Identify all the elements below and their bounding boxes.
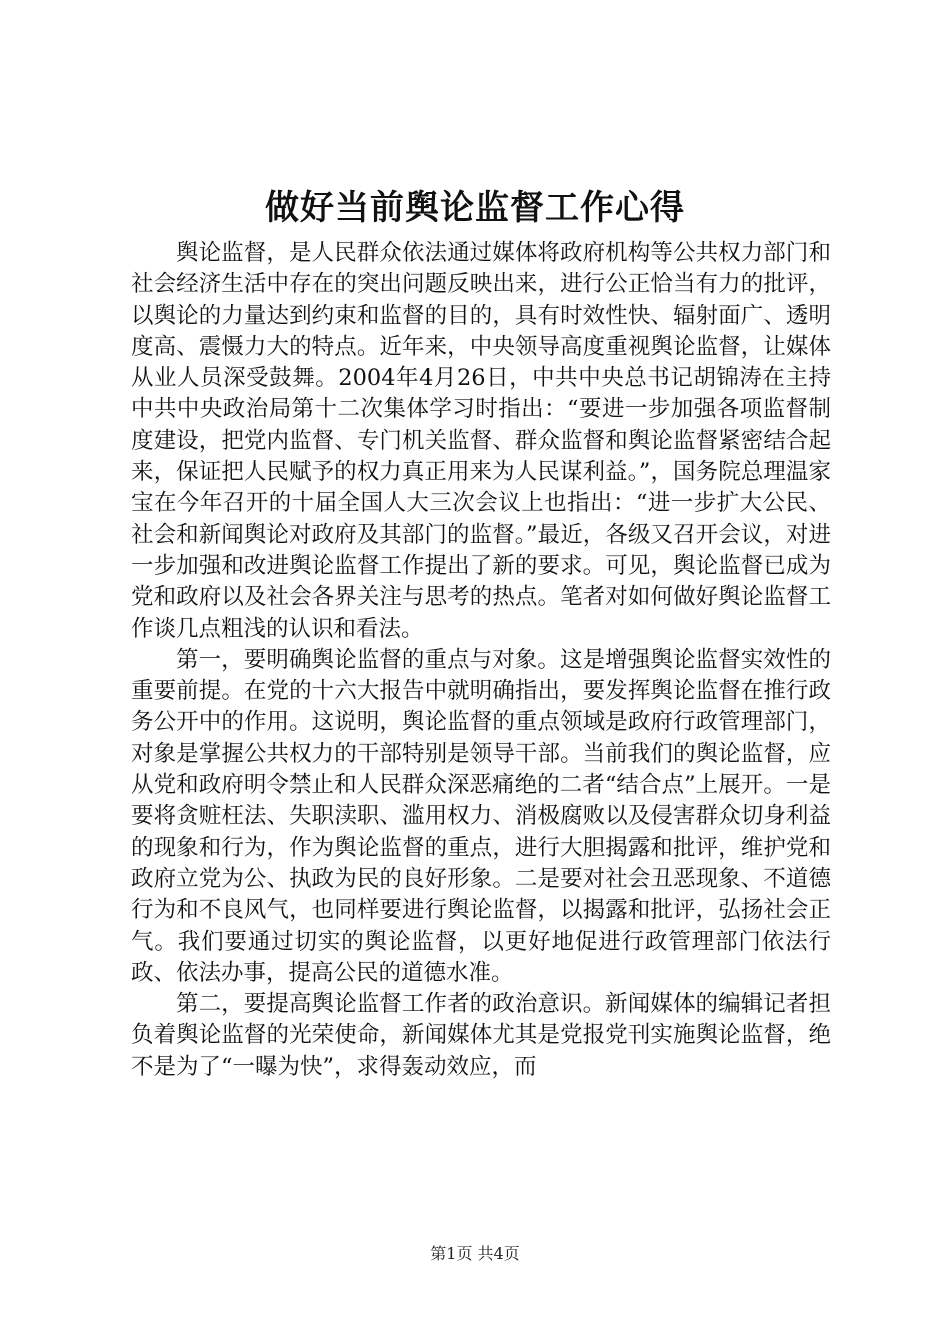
- document-title: 做好当前舆论监督工作心得: [265, 188, 685, 228]
- paragraph-point-one: 第一，要明确舆论监督的重点与对象。这是增强舆论监督实效性的重要前提。在党的十六大报告中就明确指出，要发挥舆论监督在推行政务公开中的作用。这说明，舆论监督的重点领域是政府行政管理部门，对象是掌握公共权力的干部特别是领导干部。当前我们的舆论监督，应从党和政府明令禁止和人民群众深恶痛绝的二者“结合点”上展开。一是要将贪赃枉法、失职渎职、滥用权力、消极腐败以及侵害群众切身利益的现象和行为，作为舆论监督的重点，进行大胆揭露和批评，维护党和政府立党为公、执政为民的良好形象。二是要对社会丑恶现象、不道德行为和不良风气，也同样要进行舆论监督，以揭露和批评，弘扬社会正气。我们要通过切实的舆论监督，以更好地促进行政管理部门依法行政、依法办事，提高公民的道德水准。: [131, 646, 831, 986]
- document-body: [131, 238, 831, 1083]
- paragraph-intro: 舆论监督，是人民群众依法通过媒体将政府机构等公共权力部门和社会经济生活中存在的突出问题反映出来，进行公正恰当有力的批评，以舆论的力量达到约束和监督的目的，具有时效性快、辐射面广、透明度高、震慑力大的特点。近年来，中央领导高度重视舆论监督，让媒体从业人员深受鼓舞。2004年4月26日，中共中央总书记胡锦涛在主持中共中央政治局第十二次集体学习时指出：“要进一步加强各项监督制度建设，把党内监督、专门机关监督、群众监督和舆论监督紧密结合起来，保证把人民赋予的权力真正用来为人民谋利益。”，国务院总理温家宝在今年召开的十届全国人大三次会议上也指出：“进一步扩大公民、社会和新闻舆论对政府及其部门的监督。”最近，各级又召开会议，对进一步加强和改进舆论监督工作提出了新的要求。可见，舆论监督已成为党和政府以及社会各界关注与思考的热点。笔者对如何做好舆论监督工作谈几点粗浅的认识和看法。: [131, 240, 831, 642]
- paragraph-point-two: 第二，要提高舆论监督工作者的政治意识。新闻媒体的编辑记者担负着舆论监督的光荣使命，新闻媒体尤其是党报党刊实施舆论监督，绝不是为了“一曝为快”，求得轰动效应，而: [131, 991, 831, 1080]
- page-number-footer: 第1页 共4页: [430, 1244, 520, 1263]
